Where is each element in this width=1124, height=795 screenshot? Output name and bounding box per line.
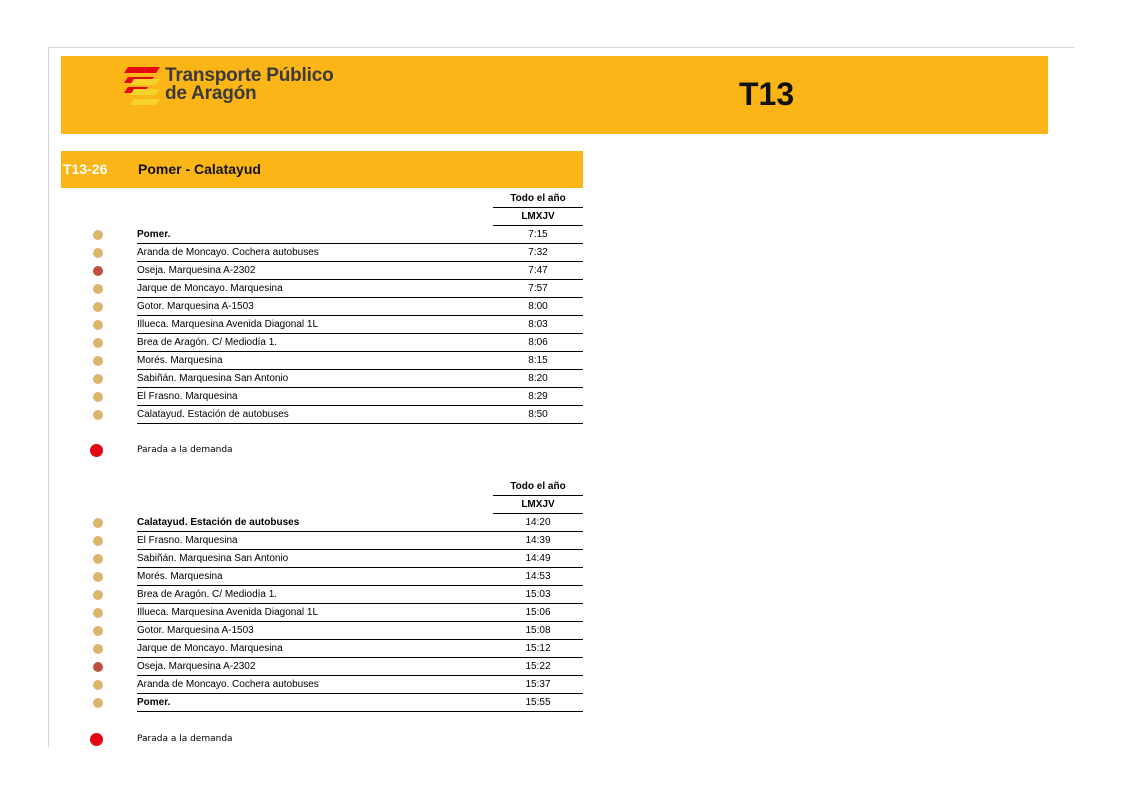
stop-icon — [93, 392, 103, 402]
days-header: LMXJV — [493, 496, 583, 514]
table-row — [85, 316, 583, 334]
stop-name: Sabiñán. Marquesina San Antonio — [137, 550, 493, 568]
table-row — [85, 658, 583, 676]
stripes-logo-icon — [124, 67, 160, 105]
stop-name: Oseja. Marquesina A-2302 — [137, 658, 493, 676]
stop-icon — [93, 230, 103, 240]
header-row-period — [85, 190, 583, 208]
stop-name: Jarque de Moncayo. Marquesina — [137, 280, 493, 298]
departure-time: 15:37 — [493, 676, 583, 694]
demand-stop-icon — [93, 662, 103, 672]
stop-name: Illueca. Marquesina Avenida Diagonal 1L — [137, 316, 493, 334]
departure-time: 8:03 — [493, 316, 583, 334]
stop-name: Sabiñán. Marquesina San Antonio — [137, 370, 493, 388]
stop-icon — [93, 554, 103, 564]
stop-icon — [93, 680, 103, 690]
table-row — [85, 226, 583, 244]
departure-time: 8:50 — [493, 406, 583, 424]
legend-outbound — [90, 444, 390, 458]
departure-time: 8:06 — [493, 334, 583, 352]
table-row — [85, 244, 583, 262]
legend-text: Parada a la demanda — [137, 734, 233, 744]
table-row — [85, 388, 583, 406]
legend-text: Parada a la demanda — [137, 445, 233, 455]
header-row-period — [85, 478, 583, 496]
stop-name: Morés. Marquesina — [137, 568, 493, 586]
stop-name: Gotor. Marquesina A-1503 — [137, 298, 493, 316]
table-row — [85, 694, 583, 712]
stop-name: Pomer. — [137, 694, 493, 712]
stop-icon — [93, 698, 103, 708]
departure-time: 7:57 — [493, 280, 583, 298]
header-row-days — [85, 208, 583, 226]
stop-name: Pomer. — [137, 226, 493, 244]
period-header: Todo el año — [493, 190, 583, 208]
table-row — [85, 550, 583, 568]
stop-name: Brea de Aragón. C/ Mediodía 1. — [137, 586, 493, 604]
table-row — [85, 604, 583, 622]
stop-icon — [93, 410, 103, 420]
departure-time: 7:15 — [493, 226, 583, 244]
departure-time: 15:12 — [493, 640, 583, 658]
route-name: Pomer - Calatayud — [138, 161, 261, 177]
table-row — [85, 298, 583, 316]
departure-time: 8:15 — [493, 352, 583, 370]
stop-name: El Frasno. Marquesina — [137, 388, 493, 406]
table-row — [85, 586, 583, 604]
stop-name: Gotor. Marquesina A-1503 — [137, 622, 493, 640]
table-row — [85, 622, 583, 640]
header-row-days — [85, 496, 583, 514]
departure-time: 7:47 — [493, 262, 583, 280]
demand-stop-legend-icon — [90, 733, 103, 746]
table-row — [85, 370, 583, 388]
departure-time: 15:06 — [493, 604, 583, 622]
demand-stop-icon — [93, 266, 103, 276]
stop-name: Illueca. Marquesina Avenida Diagonal 1L — [137, 604, 493, 622]
stop-icon — [93, 608, 103, 618]
logo-text — [165, 67, 334, 103]
departure-time: 15:55 — [493, 694, 583, 712]
table-row — [85, 514, 583, 532]
stop-icon — [93, 356, 103, 366]
stop-icon — [93, 302, 103, 312]
route-id: T13-26 — [63, 161, 108, 177]
period-header: Todo el año — [493, 478, 583, 496]
stop-name: Aranda de Moncayo. Cochera autobuses — [137, 244, 493, 262]
table-row — [85, 280, 583, 298]
brand-logo — [124, 67, 384, 115]
route-title-band — [61, 151, 583, 188]
departure-time: 7:32 — [493, 244, 583, 262]
header-band — [61, 56, 1048, 134]
departure-time: 8:00 — [493, 298, 583, 316]
table-row — [85, 568, 583, 586]
stop-name: Brea de Aragón. C/ Mediodía 1. — [137, 334, 493, 352]
departure-time: 8:20 — [493, 370, 583, 388]
stop-icon — [93, 374, 103, 384]
departure-time: 15:08 — [493, 622, 583, 640]
route-code: T13 — [739, 76, 795, 112]
stop-icon — [93, 536, 103, 546]
table-row — [85, 532, 583, 550]
stop-icon — [93, 644, 103, 654]
timetable-outbound — [85, 190, 583, 424]
stop-rows — [85, 514, 583, 712]
demand-stop-legend-icon — [90, 444, 103, 457]
stop-name: Morés. Marquesina — [137, 352, 493, 370]
table-row — [85, 406, 583, 424]
days-header: LMXJV — [493, 208, 583, 226]
departure-time: 8:29 — [493, 388, 583, 406]
stop-icon — [93, 284, 103, 294]
table-row — [85, 262, 583, 280]
stop-icon — [93, 338, 103, 348]
table-row — [85, 352, 583, 370]
legend-return — [90, 733, 390, 747]
departure-time: 14:49 — [493, 550, 583, 568]
departure-time: 15:22 — [493, 658, 583, 676]
timetable-return — [85, 478, 583, 712]
stop-icon — [93, 572, 103, 582]
departure-time: 14:53 — [493, 568, 583, 586]
departure-time: 14:39 — [493, 532, 583, 550]
stop-name: Oseja. Marquesina A-2302 — [137, 262, 493, 280]
stop-icon — [93, 626, 103, 636]
logo-line-1: Transporte Público — [165, 65, 334, 86]
stop-name: Jarque de Moncayo. Marquesina — [137, 640, 493, 658]
departure-time: 15:03 — [493, 586, 583, 604]
page-border-left — [48, 47, 49, 747]
stop-name: Aranda de Moncayo. Cochera autobuses — [137, 676, 493, 694]
table-row — [85, 640, 583, 658]
stop-icon — [93, 248, 103, 258]
stop-name: El Frasno. Marquesina — [137, 532, 493, 550]
stop-icon — [93, 518, 103, 528]
stop-rows — [85, 226, 583, 424]
stop-name: Calatayud. Estación de autobuses — [137, 406, 493, 424]
stop-icon — [93, 320, 103, 330]
table-row — [85, 334, 583, 352]
page-border-top — [48, 47, 1075, 48]
logo-line-2: de Aragón — [165, 83, 257, 104]
stop-icon — [93, 590, 103, 600]
stop-name: Calatayud. Estación de autobuses — [137, 514, 493, 532]
departure-time: 14:20 — [493, 514, 583, 532]
table-row — [85, 676, 583, 694]
